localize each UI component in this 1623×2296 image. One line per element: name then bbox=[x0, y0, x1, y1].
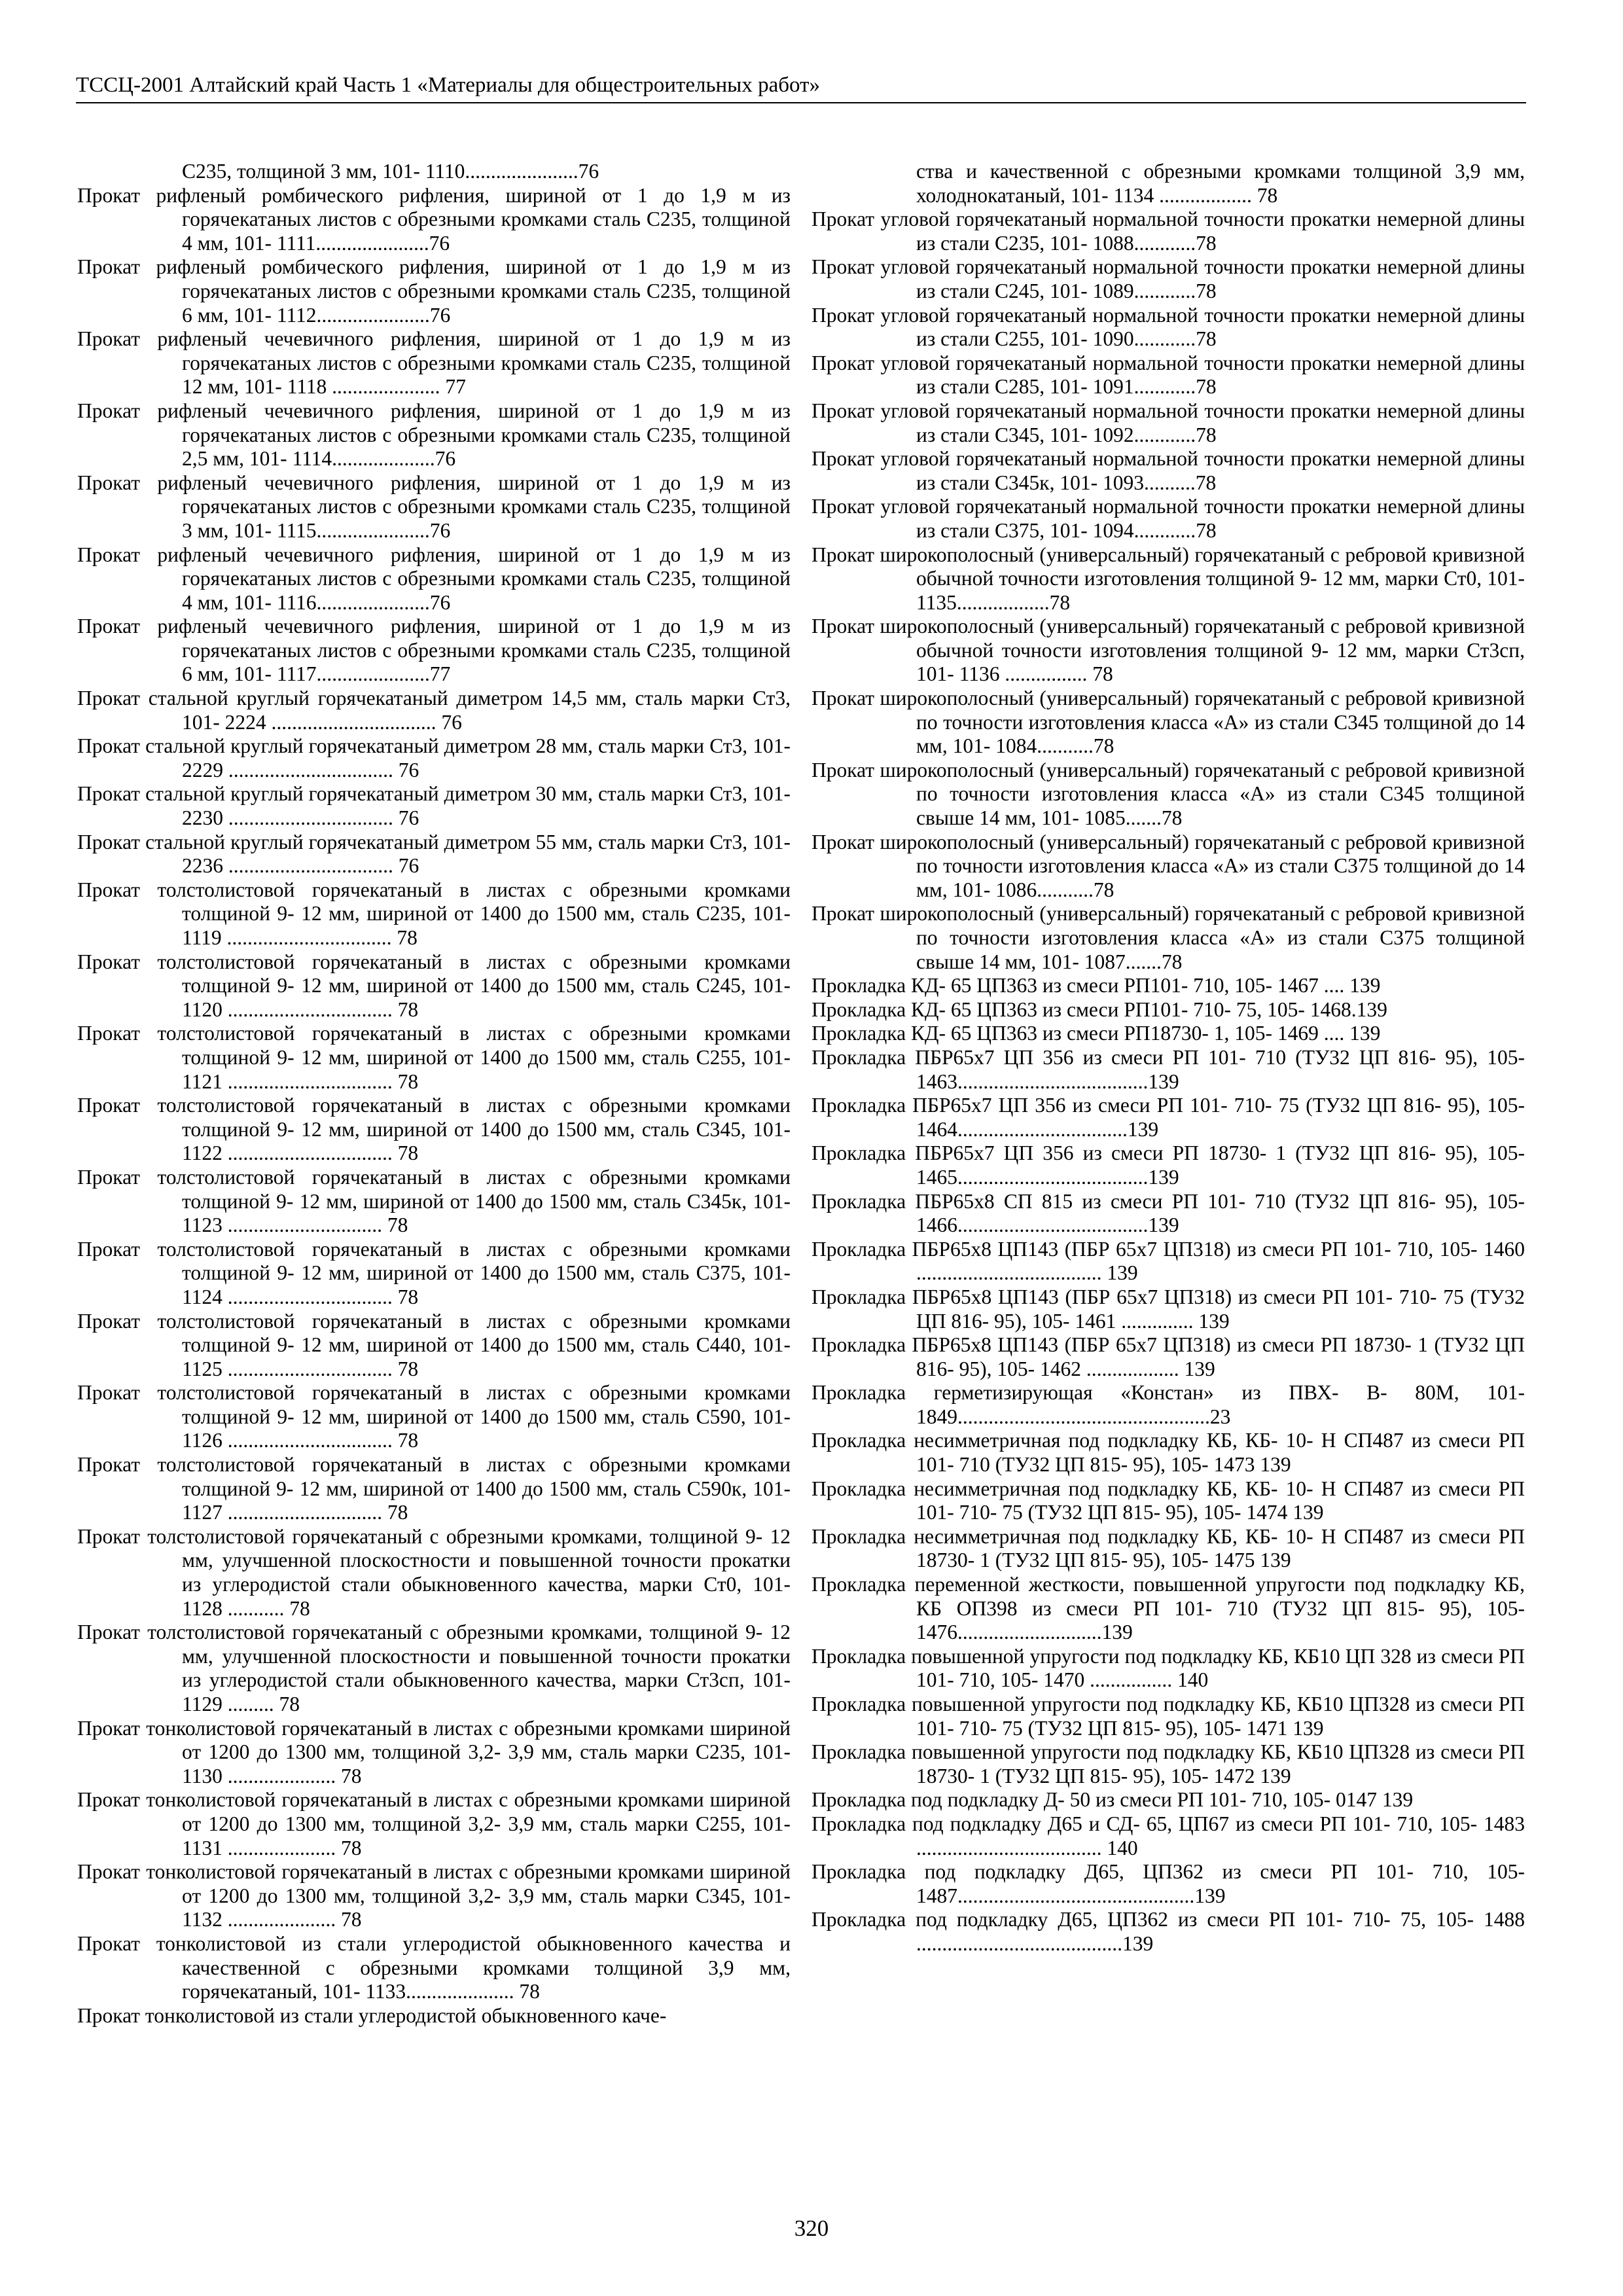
index-entry: Прокладка ПБР65х8 ЦП143 (ПБР 65х7 ЦП318) из смеси РП 18730- 1 (ТУ32 ЦП 816- 95), 105- 1462 .................. 139 bbox=[812, 1333, 1525, 1380]
index-entry: Прокладка переменной жесткости, повышенной упругости под подкладку КБ, КБ ОП398 из смеси РП 101- 710 (ТУ32 ЦП 815- 95), 105- 1476............................139 bbox=[812, 1573, 1525, 1644]
index-entry: Прокладка несимметричная под подкладку КБ, КБ- 10- Н СП487 из смеси РП 101- 710- 75 (ТУ32 ЦП 815- 95), 105- 1474 139 bbox=[812, 1477, 1525, 1524]
index-entry: Прокат рифленый чечевичного рифления, шириной от 1 до 1,9 м из горячекатаных листов с обрезными кромками сталь С235, толщиной 12 мм, 101- 1118 ..................... 77 bbox=[77, 327, 791, 399]
index-entry: Прокат толстолистовой горячекатаный в листах с обрезными кромками толщиной 9- 12 мм, шириной от 1400 до 1500 мм, сталь С235, 101- 1119 ................................ 78 bbox=[77, 878, 791, 949]
index-entry: Прокат широкополосный (универсальный) горячекатаный с ребровой кривизной по точности изготовления класса «А» из стали С345 толщиной до 14 мм, 101- 1084...........78 bbox=[812, 687, 1525, 758]
index-entry: Прокат тонколистовой горячекатаный в листах с обрезными кромками шириной от 1200 до 1300 мм, толщиной 3,2- 3,9 мм, сталь марки С255, 101- 1131 ..................... 78 bbox=[77, 1788, 791, 1859]
index-entry: Прокат угловой горячекатаный нормальной точности прокатки немерной длины из стали С285, 101- 1091............78 bbox=[812, 351, 1525, 399]
index-entry: Прокат стальной круглый горячекатаный диметром 28 мм, сталь марки Ст3, 101- 2229 ................................ 76 bbox=[77, 734, 791, 781]
index-entry: Прокат рифленый чечевичного рифления, шириной от 1 до 1,9 м из горячекатаных листов с обрезными кромками сталь С235, толщиной 3 мм, 101- 1115......................76 bbox=[77, 471, 791, 542]
index-entry: Прокат угловой горячекатаный нормальной точности прокатки немерной длины из стали С345к, 101- 1093..........78 bbox=[812, 447, 1525, 494]
index-entry: Прокат рифленый чечевичного рифления, шириной от 1 до 1,9 м из горячекатаных листов с обрезными кромками сталь С235, толщиной 4 мм, 101- 1116......................76 bbox=[77, 543, 791, 614]
index-entry: Прокладка под подкладку Д65, ЦП362 из смеси РП 101- 710- 75, 105- 1488 ........................................139 bbox=[812, 1908, 1525, 1955]
index-entry: Прокат широкополосный (универсальный) горячекатаный с ребровой кривизной обычной точности изготовления толщиной 9- 12 мм, марки Ст0, 101- 1135..................78 bbox=[812, 543, 1525, 614]
index-entry: Прокладка герметизирующая «Констан» из ПВХ- В- 80М, 101- 1849.................................................23 bbox=[812, 1381, 1525, 1428]
index-entry: Прокат тонколистовой горячекатаный в листах с обрезными кромками шириной от 1200 до 1300 мм, толщиной 3,2- 3,9 мм, сталь марки С345, 101- 1132 ..................... 78 bbox=[77, 1860, 791, 1931]
index-entry: Прокат тонколистовой из стали углеродистой обыкновенного качества и качественной с обрезными кромками толщиной 3,9 мм, горячекатаный, 101- 1133..................... 78 bbox=[77, 1931, 791, 2003]
index-entry: Прокат стальной круглый горячекатаный диметром 30 мм, сталь марки Ст3, 101- 2230 ................................ 76 bbox=[77, 782, 791, 830]
index-entry: Прокладка под подкладку Д65, ЦП362 из смеси РП 101- 710, 105- 1487..............................................139 bbox=[812, 1860, 1525, 1907]
index-entry: Прокат толстолистовой горячекатаный в листах с обрезными кромками толщиной 9- 12 мм, шириной от 1400 до 1500 мм, сталь С345к, 101- 1123 .............................. 78 bbox=[77, 1165, 791, 1237]
index-entry: Прокат угловой горячекатаный нормальной точности прокатки немерной длины из стали С245, 101- 1089............78 bbox=[812, 255, 1525, 302]
index-entry: Прокладка под подкладку Д65 и СД- 65, ЦП67 из смеси РП 101- 710, 105- 1483 .................................... 140 bbox=[812, 1812, 1525, 1859]
index-entry: Прокат широкополосный (универсальный) горячекатаный с ребровой кривизной по точности изготовления класса «А» из стали С375 толщиной до 14 мм, 101- 1086...........78 bbox=[812, 830, 1525, 901]
index-entry: Прокат толстолистовой горячекатаный в листах с обрезными кромками толщиной 9- 12 мм, шириной от 1400 до 1500 мм, сталь С255, 101- 1121 ................................ 78 bbox=[77, 1022, 791, 1093]
index-entry: Прокладка несимметричная под подкладку КБ, КБ- 10- Н СП487 из смеси РП 101- 710 (ТУ32 ЦП 815- 95), 105- 1473 139 bbox=[812, 1429, 1525, 1477]
index-entry: ства и качественной с обрезными кромками толщиной 3,9 мм, холоднокатаный, 101- 1134 .................. 78 bbox=[916, 160, 1525, 207]
index-entry: Прокат толстолистовой горячекатаный в листах с обрезными кромками толщиной 9- 12 мм, шириной от 1400 до 1500 мм, сталь С590к, 101- 1127 .............................. 78 bbox=[77, 1453, 791, 1524]
index-entry: Прокладка повышенной упругости под подкладку КБ, КБ10 ЦП 328 из смеси РП 101- 710, 105- 1470 ................ 140 bbox=[812, 1644, 1525, 1692]
index-entry: Прокладка ПБР65х8 ЦП143 (ПБР 65х7 ЦП318) из смеси РП 101- 710- 75 (ТУ32 ЦП 816- 95), 105- 1461 .............. 139 bbox=[812, 1285, 1525, 1333]
index-entry: Прокладка ПБР65х7 ЦП 356 из смеси РП 18730- 1 (ТУ32 ЦП 816- 95), 105- 1465.....................................139 bbox=[812, 1141, 1525, 1189]
index-entry: Прокат тонколистовой горячекатаный в листах с обрезными кромками шириной от 1200 до 1300 мм, толщиной 3,2- 3,9 мм, сталь марки С235, 101- 1130 ..................... 78 bbox=[77, 1716, 791, 1787]
index-entry: Прокладка ПБР65х7 ЦП 356 из смеси РП 101- 710 (ТУ32 ЦП 816- 95), 105- 1463.....................................139 bbox=[812, 1045, 1525, 1093]
index-entry: Прокат угловой горячекатаный нормальной точности прокатки немерной длины из стали С255, 101- 1090............78 bbox=[812, 303, 1525, 351]
index-entry: Прокат угловой горячекатаный нормальной точности прокатки немерной длины из стали С345, 101- 1092............78 bbox=[812, 399, 1525, 446]
index-entry: Прокат угловой горячекатаный нормальной точности прокатки немерной длины из стали С235, 101- 1088............78 bbox=[812, 207, 1525, 255]
index-entry: Прокат толстолистовой горячекатаный с обрезными кромками, толщиной 9- 12 мм, улучшенной плоскостности и повышенной точности прокатки из углеродистой стали обыкновенного качества, марки Ст0, 101- 1128 ........... 78 bbox=[77, 1524, 791, 1620]
index-entry: Прокладка ПБР65х8 ЦП143 (ПБР 65х7 ЦП318) из смеси РП 101- 710, 105- 1460 .................................... 139 bbox=[812, 1237, 1525, 1285]
index-entry: Прокладка ПБР65х8 СП 815 из смеси РП 101- 710 (ТУ32 ЦП 816- 95), 105- 1466.....................................139 bbox=[812, 1189, 1525, 1237]
index-entry: Прокат толстолистовой горячекатаный в листах с обрезными кромками толщиной 9- 12 мм, шириной от 1400 до 1500 мм, сталь С245, 101- 1120 ................................ 78 bbox=[77, 950, 791, 1021]
index-entry: Прокат широкополосный (универсальный) горячекатаный с ребровой кривизной обычной точности изготовления толщиной 9- 12 мм, марки Ст3сп, 101- 1136 ................ 78 bbox=[812, 615, 1525, 686]
index-entry: Прокат стальной круглый горячекатаный диметром 55 мм, сталь марки Ст3, 101- 2236 ................................ 76 bbox=[77, 830, 791, 878]
index-entry: Прокладка КД- 65 ЦП363 из смеси РП18730- 1, 105- 1469 .... 139 bbox=[812, 1022, 1381, 1045]
index-entry: Прокладка КД- 65 ЦП363 из смеси РП101- 710- 75, 105- 1468.139 bbox=[812, 997, 1387, 1021]
index-entry: Прокат угловой горячекатаный нормальной точности прокатки немерной длины из стали С375, 101- 1094............78 bbox=[812, 495, 1525, 542]
index-entry: Прокат рифленый чечевичного рифления, шириной от 1 до 1,9 м из горячекатаных листов с обрезными кромками сталь С235, толщиной 2,5 мм, 101- 1114....................76 bbox=[77, 399, 791, 471]
index-entry: Прокат широкополосный (универсальный) горячекатаный с ребровой кривизной по точности изготовления класса «А» из стали С345 толщиной свыше 14 мм, 101- 1085.......78 bbox=[812, 758, 1525, 830]
page-header: ТССЦ-2001 Алтайский край Часть 1 «Материалы для общестроительных работ» bbox=[76, 72, 1526, 103]
index-entry: С235, толщиной 3 мм, 101- 1110......................76 bbox=[182, 160, 599, 183]
index-entry: Прокат широкополосный (универсальный) горячекатаный с ребровой кривизной по точности изготовления класса «А» из стали С375 толщиной свыше 14 мм, 101- 1087.......78 bbox=[812, 902, 1525, 973]
index-entry: Прокат толстолистовой горячекатаный в листах с обрезными кромками толщиной 9- 12 мм, шириной от 1400 до 1500 мм, сталь С375, 101- 1124 ................................ 78 bbox=[77, 1237, 791, 1308]
index-entry: Прокладка ПБР65х7 ЦП 356 из смеси РП 101- 710- 75 (ТУ32 ЦП 816- 95), 105- 1464.................................139 bbox=[812, 1094, 1525, 1141]
index-column-right bbox=[812, 160, 1525, 1956]
index-entry: Прокат толстолистовой горячекатаный в листах с обрезными кромками толщиной 9- 12 мм, шириной от 1400 до 1500 мм, сталь С590, 101- 1126 ................................ 78 bbox=[77, 1381, 791, 1452]
index-entry: Прокладка повышенной упругости под подкладку КБ, КБ10 ЦП328 из смеси РП 101- 710- 75 (ТУ32 ЦП 815- 95), 105- 1471 139 bbox=[812, 1693, 1525, 1740]
page-number: 320 bbox=[794, 2215, 829, 2241]
index-entry: Прокладка несимметричная под подкладку КБ, КБ- 10- Н СП487 из смеси РП 18730- 1 (ТУ32 ЦП 815- 95), 105- 1475 139 bbox=[812, 1524, 1525, 1572]
index-entry: Прокат стальной круглый горячекатаный диметром 14,5 мм, сталь марки Ст3, 101- 2224 ................................ 76 bbox=[77, 687, 791, 734]
index-column-left bbox=[77, 160, 791, 2028]
index-entry: Прокладка КД- 65 ЦП363 из смеси РП101- 710, 105- 1467 .... 139 bbox=[812, 974, 1381, 997]
index-entry: Прокат рифленый ромбического рифления, шириной от 1 до 1,9 м из горячекатаных листов с обрезными кромками сталь С235, толщиной 4 мм, 101- 1111......................76 bbox=[77, 183, 791, 255]
index-entry: Прокат толстолистовой горячекатаный в листах с обрезными кромками толщиной 9- 12 мм, шириной от 1400 до 1500 мм, сталь С345, 101- 1122 ................................ 78 bbox=[77, 1094, 791, 1165]
index-entry: Прокат рифленый чечевичного рифления, шириной от 1 до 1,9 м из горячекатаных листов с обрезными кромками сталь С235, толщиной 6 мм, 101- 1117......................77 bbox=[77, 615, 791, 686]
index-entry: Прокладка под подкладку Д- 50 из смеси РП 101- 710, 105- 0147 139 bbox=[812, 1788, 1414, 1812]
index-entry: Прокат толстолистовой горячекатаный с обрезными кромками, толщиной 9- 12 мм, улучшенной плоскостности и повышенной точности прокатки из углеродистой стали обыкновенного качества, марки Ст3сп, 101- 1129 ......... 78 bbox=[77, 1621, 791, 1715]
index-entry: Прокат рифленый ромбического рифления, шириной от 1 до 1,9 м из горячекатаных листов с обрезными кромками сталь С235, толщиной 6 мм, 101- 1112......................76 bbox=[77, 255, 791, 327]
index-entry: Прокладка повышенной упругости под подкладку КБ, КБ10 ЦП328 из смеси РП 18730- 1 (ТУ32 ЦП 815- 95), 105- 1472 139 bbox=[812, 1740, 1525, 1787]
index-entry: Прокат толстолистовой горячекатаный в листах с обрезными кромками толщиной 9- 12 мм, шириной от 1400 до 1500 мм, сталь С440, 101- 1125 ................................ 78 bbox=[77, 1309, 791, 1380]
index-entry: Прокат тонколистовой из стали углеродистой обыкновенного каче- bbox=[77, 2003, 667, 2027]
